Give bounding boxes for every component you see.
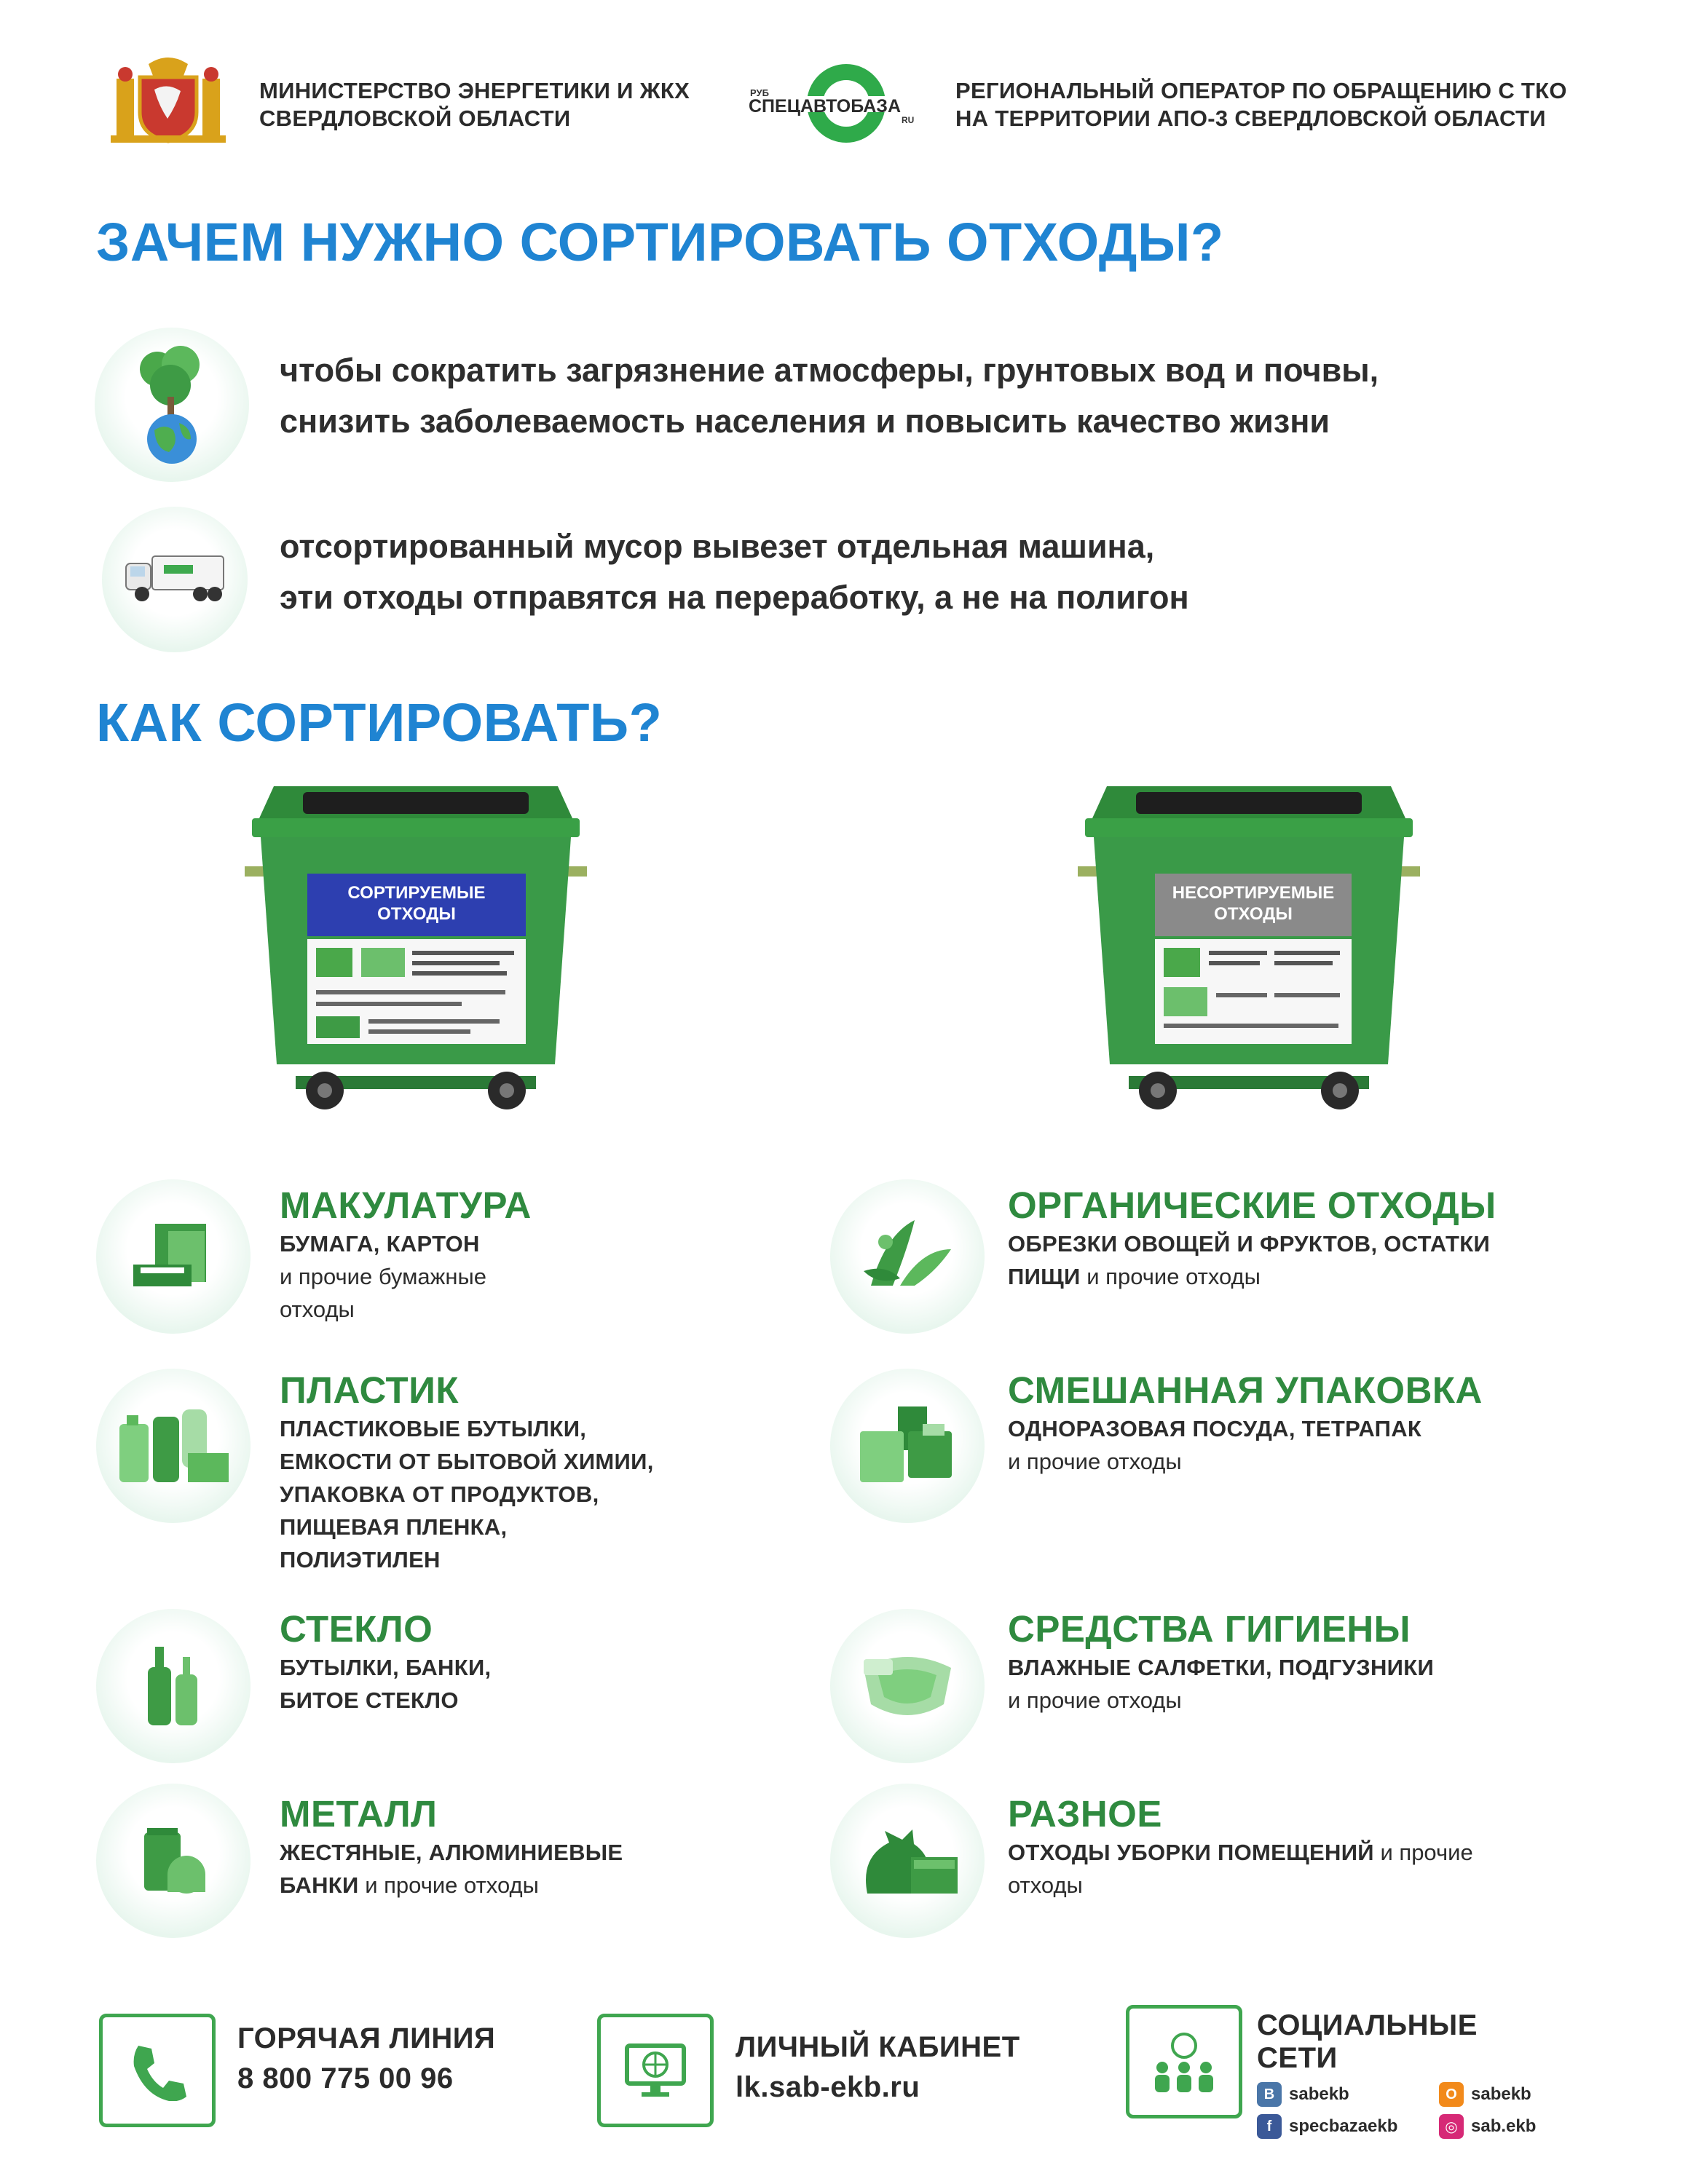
category-hygiene-desc-2: и прочие отходы [1008,1688,1182,1713]
category-mixed-desc-2: и прочие отходы [1008,1449,1182,1474]
reason-2-line1: отсортированный мусор вывезет отдельная машина, [280,528,1155,565]
vk-handle: sabekb [1289,2084,1349,2104]
category-mixed-desc-1: ОДНОРАЗОВАЯ ПОСУДА, ТЕТРАПАК [1008,1416,1422,1441]
sorted-bin-label-line1: СОРТИРУЕМЫЕ [347,883,486,903]
cabinet-title: ЛИЧНЫЙ КАБИНЕТ [735,2031,1020,2063]
category-misc-title: РАЗНОЕ [1008,1793,1162,1835]
category-plastic-desc-4: ПИЩЕВАЯ ПЛЕНКА, [280,1514,508,1540]
category-plastic-desc-5: ПОЛИЭТИЛЕН [280,1547,441,1572]
coat-of-arms-logo [111,57,226,144]
logo-small-prefix: РУБ [750,87,769,98]
category-misc-desc-1b: и прочие [1373,1840,1473,1865]
category-metal-title: МЕТАЛЛ [280,1793,438,1835]
mixed-packaging-icon [830,1369,985,1523]
unsorted-bin-label-line2: ОТХОДЫ [1214,904,1293,924]
social-title: СОЦИАЛЬНЫЕ СЕТИ [1257,2009,1478,2074]
trash-bag-icon [830,1784,985,1938]
category-mixed-title: СМЕШАННАЯ УПАКОВКА [1008,1369,1483,1411]
hygiene-diaper-icon [830,1609,985,1763]
sorted-waste-bin [245,786,587,1121]
glass-bottles-icon [96,1609,251,1763]
plastic-containers-icon [96,1369,251,1523]
category-organic-desc-2a: ПИЩИ [1008,1264,1081,1289]
reason-1-line1: чтобы сократить загрязнение атмосферы, грунтовых вод и почвы, [280,352,1379,389]
facebook-icon: f [1257,2114,1282,2139]
category-metal-desc-1: ЖЕСТЯНЫЕ, АЛЮМИНИЕВЫЕ [280,1840,623,1865]
category-paper-desc-3: отходы [280,1297,355,1322]
vk-link[interactable] [1257,2082,1439,2107]
ministry-name-line1: МИНИСТЕРСТВО ЭНЕРГЕТИКИ И ЖКХ [259,78,690,103]
tree-globe-icon [95,328,249,482]
sorted-bin-label-line2: ОТХОДЫ [377,904,456,924]
unsorted-waste-bin [1078,786,1420,1121]
ok-handle: sabekb [1471,2084,1531,2104]
category-paper-desc-2: и прочие бумажные [280,1264,486,1289]
operator-name-line1: РЕГИОНАЛЬНЫЙ ОПЕРАТОР ПО ОБРАЩЕНИЮ С ТКО [955,78,1567,103]
instagram-handle: sab.ekb [1471,2116,1537,2136]
instagram-link[interactable] [1439,2114,1536,2139]
category-organic-desc-1: ОБРЕЗКИ ОВОЩЕЙ И ФРУКТОВ, ОСТАТКИ [1008,1231,1491,1257]
organic-peels-icon [830,1179,985,1334]
category-metal-desc-2a: БАНКИ [280,1872,359,1898]
phone-icon[interactable] [99,2014,216,2127]
hotline-title: ГОРЯЧАЯ ЛИНИЯ [237,2022,496,2054]
category-plastic-desc-2: ЕМКОСТИ ОТ БЫТОВОЙ ХИМИИ, [280,1449,654,1474]
category-organic-desc-2b: и прочие отходы [1080,1264,1261,1289]
reason-1-line2: снизить заболеваемость населения и повысить качество жизни [280,403,1330,440]
category-glass-desc-1: БУТЫЛКИ, БАНКИ, [280,1655,492,1680]
category-plastic-desc-3: УПАКОВКА ОТ ПРОДУКТОВ, [280,1481,599,1507]
reason-2-line2: эти отходы отправятся на переработку, а не на полигон [280,579,1189,616]
odnoklassniki-icon: О [1439,2082,1464,2107]
social-network-icon [1126,2005,1242,2118]
how-sort-heading: КАК СОРТИРОВАТЬ? [96,692,663,753]
logo-wordmark: СПЕЦАВТОБАЗА [749,96,901,116]
category-misc-desc-1a: ОТХОДЫ УБОРКИ ПОМЕЩЕНИЙ [1008,1840,1374,1865]
ministry-name-line2: СВЕРДЛОВСКОЙ ОБЛАСТИ [259,106,571,131]
instagram-icon: ◎ [1439,2114,1464,2139]
category-glass-title: СТЕКЛО [280,1608,433,1650]
category-paper-title: МАКУЛАТУРА [280,1184,532,1226]
metal-cans-icon [96,1784,251,1938]
category-plastic-title: ПЛАСТИК [280,1369,459,1411]
unsorted-bin-label-line1: НЕСОРТИРУЕМЫЕ [1172,883,1335,903]
category-organic-title: ОРГАНИЧЕСКИЕ ОТХОДЫ [1008,1184,1496,1226]
cabinet-url-link[interactable]: lk.sab-ekb.ru [735,2071,920,2103]
hotline-phone[interactable]: 8 800 775 00 96 [237,2062,454,2094]
specavtobaza-logo [746,61,920,149]
operator-name-line2: НА ТЕРРИТОРИИ АПО-3 СВЕРДЛОВСКОЙ ОБЛАСТИ [955,106,1546,131]
paper-boxes-icon [96,1179,251,1334]
why-sort-heading: ЗАЧЕМ НУЖНО СОРТИРОВАТЬ ОТХОДЫ? [96,212,1224,272]
garbage-truck-icon [102,507,248,652]
logo-ru-suffix: RU [902,115,915,125]
category-metal-desc-2b: и прочие отходы [358,1872,539,1898]
category-plastic-desc-1: ПЛАСТИКОВЫЕ БУТЫЛКИ, [280,1416,587,1441]
category-hygiene-title: СРЕДСТВА ГИГИЕНЫ [1008,1608,1411,1650]
web-monitor-icon[interactable] [597,2014,714,2127]
category-misc-desc-2: отходы [1008,1872,1083,1898]
facebook-handle: specbazaekb [1289,2116,1398,2136]
category-paper-desc-1: БУМАГА, КАРТОН [280,1231,480,1257]
ok-link[interactable] [1439,2082,1531,2107]
category-glass-desc-2: БИТОЕ СТЕКЛО [280,1688,459,1713]
facebook-link[interactable] [1257,2114,1439,2139]
category-hygiene-desc-1: ВЛАЖНЫЕ САЛФЕТКИ, ПОДГУЗНИКИ [1008,1655,1435,1680]
vk-icon: В [1257,2082,1282,2107]
